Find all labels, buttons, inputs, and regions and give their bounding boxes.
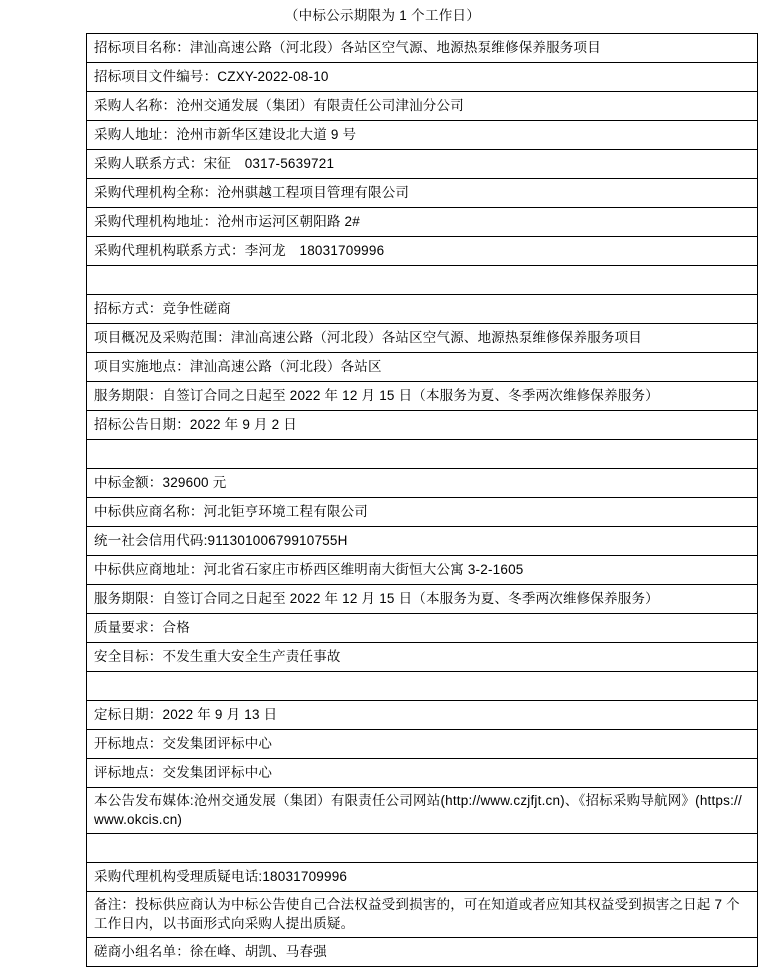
announcement-date: 招标公告日期：2022 年 9 月 2 日 [87,411,758,440]
table-row [87,34,758,63]
purchaser-name: 采购人名称：沧州交通发展（集团）有限责任公司津汕分公司 [87,92,758,121]
table-row [87,440,758,469]
evaluation-location: 评标地点：交发集团评标中心 [87,759,758,788]
table-row [87,556,758,585]
table-row [87,730,758,759]
safety-target: 安全目标：不发生重大安全生产责任事故 [87,643,758,672]
table-row [87,643,758,672]
table-row [87,614,758,643]
purchaser-address: 采购人地址：沧州市新华区建设北大道 9 号 [87,121,758,150]
remark: 备注：投标供应商认为中标公告使自己合法权益受到损害的，可在知道或者应知其权益受到损害之日起 7 个工作日内，以书面形式向采购人提出质疑。 [87,892,758,938]
table-row [87,938,758,967]
table-row [87,527,758,556]
spacer-row-3 [87,672,758,701]
table-row [87,469,758,498]
table-row [87,179,758,208]
agency-complaint-phone: 采购代理机构受理质疑电话:18031709996 [87,863,758,892]
table-row [87,237,758,266]
table-row [87,498,758,527]
bid-announcement-table [86,33,758,967]
table-row [87,63,758,92]
table-body [87,34,758,967]
bid-opening-location: 开标地点：交发集团评标中心 [87,730,758,759]
agency-address: 采购代理机构地址：沧州市运河区朝阳路 2# [87,208,758,237]
winning-amount: 中标金额：329600 元 [87,469,758,498]
project-location: 项目实施地点：津汕高速公路（河北段）各站区 [87,353,758,382]
spacer-row-2 [87,440,758,469]
spacer-row-4 [87,834,758,863]
publication-media: 本公告发布媒体:沧州交通发展（集团）有限责任公司网站(http://www.czjfjt.cn)、《招标采购导航网》(https://www.okcis.cn) [87,788,758,834]
table-row [87,759,758,788]
service-period-1: 服务期限：自签订合同之日起至 2022 年 12 月 15 日（本服务为夏、冬季两次维修保养服务） [87,382,758,411]
winning-supplier-address: 中标供应商地址：河北省石家庄市桥西区维明南大街恒大公寓 3-2-1605 [87,556,758,585]
purchaser-contact: 采购人联系方式：宋征 0317-5639721 [87,150,758,179]
spacer-row-1 [87,266,758,295]
winning-supplier-name: 中标供应商名称：河北钜亨环境工程有限公司 [87,498,758,527]
table-row [87,892,758,938]
credit-code: 统一社会信用代码:91130100679910755H [87,527,758,556]
table-row [87,353,758,382]
agency-contact: 采购代理机构联系方式：李河龙 18031709996 [87,237,758,266]
table-row [87,382,758,411]
table-row [87,92,758,121]
project-file-number: 招标项目文件编号：CZXY-2022-08-10 [87,63,758,92]
table-row [87,788,758,834]
table-row [87,834,758,863]
bidding-method: 招标方式：竞争性磋商 [87,295,758,324]
table-row [87,324,758,353]
table-row [87,701,758,730]
project-name: 招标项目名称：津汕高速公路（河北段）各站区空气源、地源热泵维修保养服务项目 [87,34,758,63]
table-row [87,208,758,237]
table-row [87,863,758,892]
table-row [87,150,758,179]
service-period-2: 服务期限：自签订合同之日起至 2022 年 12 月 15 日（本服务为夏、冬季两次维修保养服务） [87,585,758,614]
table-row [87,411,758,440]
table-row [87,672,758,701]
table-row [87,585,758,614]
project-scope: 项目概况及采购范围：津汕高速公路（河北段）各站区空气源、地源热泵维修保养服务项目 [87,324,758,353]
notice-line: （中标公示期限为 1 个工作日） [284,8,481,23]
table-row [87,295,758,324]
award-date: 定标日期：2022 年 9 月 13 日 [87,701,758,730]
negotiation-team: 磋商小组名单：徐在峰、胡凯、马春强 [87,938,758,967]
agency-full-name: 采购代理机构全称：沧州骐越工程项目管理有限公司 [87,179,758,208]
table-row [87,121,758,150]
quality-requirement: 质量要求：合格 [87,614,758,643]
table-row [87,266,758,295]
